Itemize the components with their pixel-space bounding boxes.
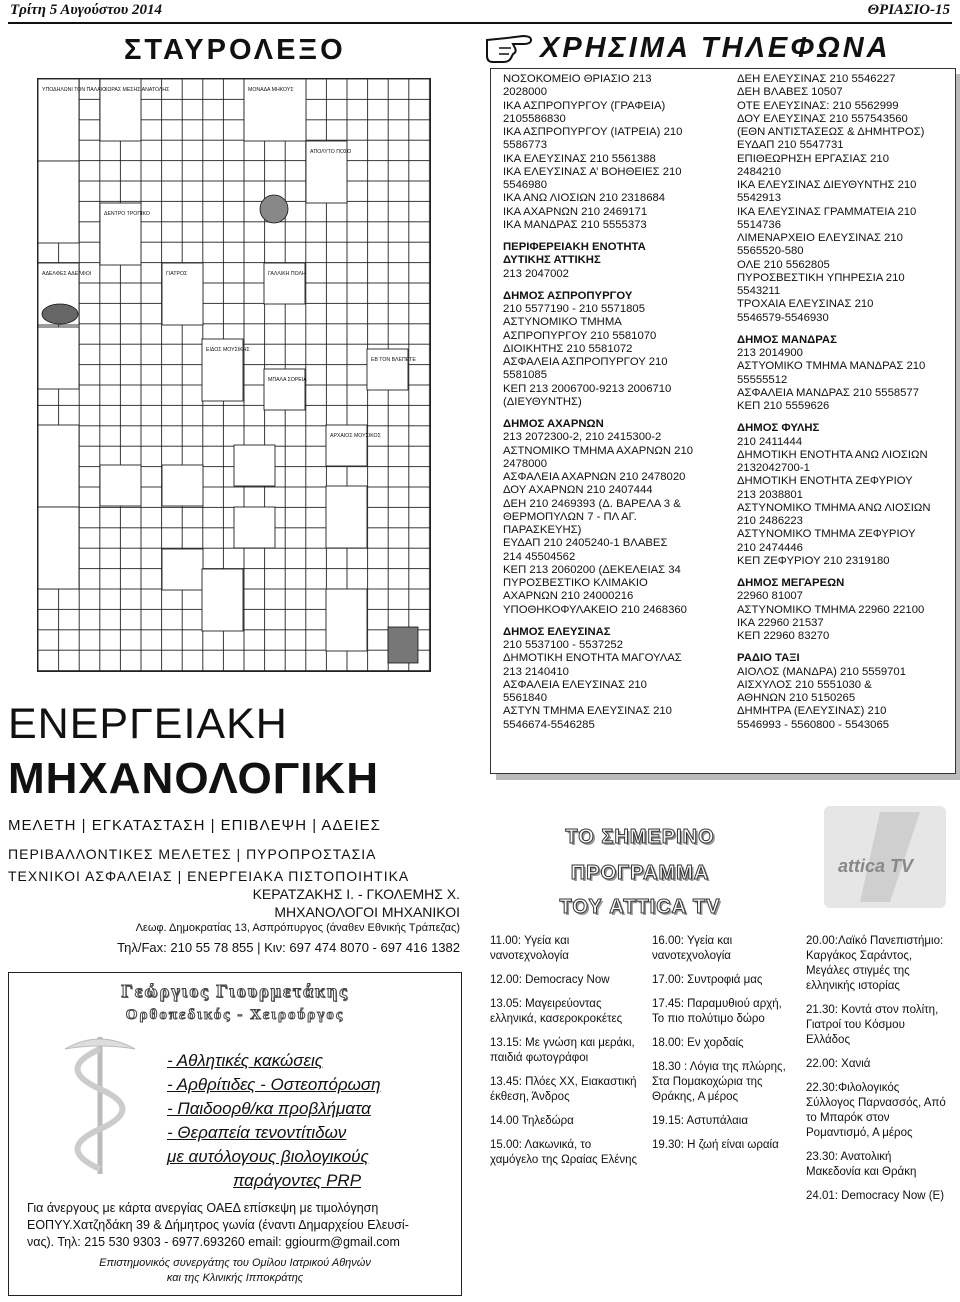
phone-entry: 213 2140410 xyxy=(503,665,569,678)
tv-title-1: ΤΟ ΣΗΜΕΡΙΝΟ xyxy=(565,826,715,848)
crossword-clue: ΑΔΕΛΦΕΣ ΑΔΕΛΦΟΙ xyxy=(42,271,92,277)
useful-phones-title: ΧΡΗΣΙΜΑ ΤΗΛΕΦΩΝΑ xyxy=(540,32,891,64)
phone-entry: ΑΘΗΝΩΝ 210 5150265 xyxy=(737,692,856,704)
phones-section-heading: ΔΗΜΟΣ ΑΧΑΡΝΩΝ xyxy=(503,418,604,430)
phone-entry: ΔΟΥ ΕΛΕΥΣΙΝΑΣ 210 557543560 xyxy=(737,112,908,125)
phone-entry: 2028000 xyxy=(503,86,547,99)
tv-title-2: ΠΡΟΓΡΑΜΜΑ xyxy=(570,862,710,884)
service-item: με αυτόλογους βιολογικούς xyxy=(167,1147,369,1166)
phones-section-heading: ΡΑΔΙΟ ΤΑΞΙ xyxy=(737,652,800,665)
phone-entry: ΘΕΡΜΟΠΥΛΩΝ 7 - ΠΛ ΑΓ. xyxy=(503,510,637,523)
tv-show-entry: 16.00: Υγεία και νανοτεχνολογία xyxy=(652,935,733,962)
ad-contact: Τηλ/Fax: 210 55 78 855 | Κιν: 697 474 8070 - 697 416 1382 xyxy=(117,940,460,955)
phones-section-heading: ΔΗΜΟΣ ΑΣΠΡΟΠΥΡΓΟΥ xyxy=(503,289,633,302)
phone-entry: 210 2411444 xyxy=(737,435,803,448)
tv-show-entry: 24.01: Democracy Now (E) xyxy=(806,1190,945,1202)
doctor-info: Για άνεργους με κάρτα ανεργίας ΟΑΕΔ επίσκεψη με τιμολόγηση xyxy=(27,1201,379,1215)
phone-entry: ΑΣΤΥΝΟΜΙΚΟ ΤΜΗΜΑ ΑΝΩ ΛΙΟΣΙΩΝ xyxy=(737,501,931,514)
crossword-clue: ΥΠΟΔΗΛΩΝΙ ΤΟΝ ΠΑΛΑΙΟ xyxy=(42,87,107,93)
tv-show-entry: 17.45: Παραμυθιού αρχή, Το πιο πολύτιμο δώρο xyxy=(652,998,782,1025)
phone-entry: ΔΕΗ 210 2469393 (Δ. ΒΑΡΕΛΑ 3 & xyxy=(503,497,681,510)
tv-column-2 xyxy=(652,934,792,1162)
crossword-clue: ΕΒ ΤΟΝ ΒΛΕΠΕΤΕ xyxy=(371,357,416,363)
phone-entry: ΙΚΑ ΑΣΠΡΟΠΥΡΓΟΥ (ΙΑΤΡΕΙΑ) 210 xyxy=(503,126,683,138)
phone-entry: ΙΚΑ 22960 21537 xyxy=(737,616,824,629)
ad-headline-2: ΜΗΧΑΝΟΛΟΓΙΚΗ xyxy=(8,754,379,803)
pointing-hand-icon xyxy=(485,26,533,66)
phone-entry: ΔΗΜΟΤΙΚΗ ΕΝΟΤΗΤΑ ΜΑΓΟΥΛΑΣ xyxy=(503,652,682,665)
phone-entry: 2132042700-1 xyxy=(737,462,810,474)
energy-engineering-ad xyxy=(8,700,460,958)
tv-show-entry: 23.30: Ανατολική Μακεδονία και Θράκη xyxy=(806,1151,917,1178)
crossword-clue: ΑΡΧΑΙΟΣ ΜΟΥΣΙΚΟΣ xyxy=(330,433,381,439)
phone-entry: 210 5577190 - 210 5571805 xyxy=(503,303,645,315)
phone-entry: 2484210 xyxy=(737,165,781,178)
phone-entry: ΙΚΑ ΜΑΝΔΡΑΣ 210 5555373 xyxy=(503,218,647,231)
doctor-contact: νας). Τηλ: 215 530 9303 - 6977.693260 email: ggiourm@gmail.com xyxy=(27,1235,400,1249)
crossword-clue: ΓΑΛΛΙΚΗ ΠΟΛΗ xyxy=(268,271,306,277)
phone-entry: ΙΚΑ ΕΛΕΥΣΙΝΑΣ 210 5561388 xyxy=(503,152,656,165)
phone-entry: 55555512 xyxy=(737,373,788,386)
service-item: - Αθλητικές κακώσεις xyxy=(167,1051,324,1070)
tv-show-entry: 11.00: Υγεία και νανοτεχνολογία xyxy=(490,935,570,962)
tv-show-entry: 17.00: Συντροφιά μας xyxy=(652,974,763,986)
phone-entry: ΚΕΠ 22960 83270 xyxy=(737,630,830,642)
phone-entry: ΕΠΙΘΕΩΡΗΣΗ ΕΡΓΑΣΙΑΣ 210 xyxy=(737,152,889,165)
ad-profession: ΜΗΧΑΝΟΛΟΓΟΙ ΜΗΧΑΝΙΚΟΙ xyxy=(274,904,460,920)
phone-entry: ΔΙΟΙΚΗΤΗΣ 210 5581072 xyxy=(503,342,633,355)
phone-entry: 5514736 xyxy=(737,218,781,231)
phone-entry: ΔΥΤΙΚΗΣ ΑΤΤΙΚΗΣ xyxy=(503,254,601,267)
phone-entry: ΑΣΤΥΝΟΜΙΚΟ ΤΜΗΜΑ xyxy=(503,316,622,329)
phone-entry: ΔΕΗ ΒΛΑΒΕΣ 10507 xyxy=(737,86,843,99)
header-rule xyxy=(8,22,952,24)
tv-show-entry: 13.05: Μαγειρεύοντας ελληνικά, κασεροκροκέτες xyxy=(490,998,623,1025)
phone-entry: 5546674-5546285 xyxy=(503,718,595,731)
phone-entry: ΑΣΤΥΝ ΤΜΗΜΑ ΕΛΕΥΣΙΝΑΣ 210 xyxy=(503,705,672,718)
crossword-grid xyxy=(37,78,431,672)
phone-entry: ΙΚΑ ΑΣΠΡΟΠΥΡΓΟΥ (ΓΡΑΦΕΙΑ) xyxy=(503,99,666,112)
tv-title-3: ΤΟΥ ATTICA TV xyxy=(559,896,721,918)
phone-entry: 213 2014900 xyxy=(737,347,803,359)
phone-entry: ΛΙΜΕΝΑΡΧΕΙΟ ΕΛΕΥΣΙΝΑΣ 210 xyxy=(737,232,903,244)
crossword-clue: ΑΠΟΛΥΤΟ ΠΟΣΟ xyxy=(310,149,352,155)
phone-entry: 210 2486223 xyxy=(737,515,803,527)
phone-entry: (ΔΙΕΥΘΥΝΤΗΣ) xyxy=(503,395,582,408)
phone-entry: ΑΣΠΡΟΠΥΡΓΟΥ 210 5581070 xyxy=(503,329,657,342)
phone-entry: ΟΛΕ 210 5562805 xyxy=(737,258,830,271)
phone-entry: 5542913 xyxy=(737,192,781,205)
tv-show-entry: 22.00: Χανιά xyxy=(806,1058,871,1070)
phone-entry: ΑΣΤΥΝΟΜΙΚΟ ΤΜΗΜΑ ΖΕΦΥΡΙΟΥ xyxy=(737,528,916,541)
phone-entry: ΑΣΤΥΟΜΙΚΟ ΤΜΗΜΑ ΜΑΝΔΡΑΣ 210 xyxy=(737,360,926,373)
phone-entry: 5565520-580 xyxy=(737,245,804,258)
phone-entry: 2478000 xyxy=(503,457,547,470)
phones-section-heading: ΔΗΜΟΣ ΜΑΝΔΡΑΣ xyxy=(737,333,837,346)
phone-entry: ΥΠΟΘΗΚΟΦΥΛΑΚΕΙΟ 210 2468360 xyxy=(503,603,687,616)
phone-entry: ΟΤΕ ΕΛΕΥΣΙΝΑΣ: 210 5562999 xyxy=(737,99,899,112)
phone-entry: ΑΙΟΛΟΣ (ΜΑΝΔΡΑ) 210 5559701 xyxy=(737,665,906,678)
page-number: ΘΡΙΑΣΙΟ-15 xyxy=(867,2,950,18)
phone-entry: ΚΕΠ 213 2006700-9213 2006710 xyxy=(503,382,672,395)
crossword-clue: ΕΙΔΟΣ ΜΟΥΣΙΚΗΣ xyxy=(206,347,250,353)
phone-entry: ΙΚΑ ΑΧΑΡΝΩΝ 210 2469171 xyxy=(503,205,648,218)
tv-show-entry: 12.00: Democracy Now xyxy=(490,974,610,986)
phone-entry: ΔΗΜΟΤΙΚΗ ΕΝΟΤΗΤΑ ΑΝΩ ΛΙΟΣΙΩΝ xyxy=(737,448,928,461)
service-item: - Παιδοορθ/κα προβλήματα xyxy=(167,1099,371,1118)
phone-entry: 214 45504562 xyxy=(503,550,576,563)
phone-entry: 213 2047002 xyxy=(503,267,569,280)
orthopedic-ad xyxy=(8,972,462,1296)
phone-entry: 5546993 - 5560800 - 5543065 xyxy=(737,718,890,731)
service-item: - Θεραπεία τενοντίτιδων xyxy=(167,1123,347,1142)
caduceus-icon xyxy=(45,1029,155,1179)
tv-show-entry: 19.15: Αστυπάλαια xyxy=(652,1115,748,1127)
phone-entry: 210 5537100 - 5537252 xyxy=(503,639,623,651)
tv-program xyxy=(490,792,954,1297)
phones-section-heading: ΔΗΜΟΣ ΕΛΕΥΣΙΝΑΣ xyxy=(503,625,611,638)
doctor-affiliation: Επιστημονικός συνεργάτης του Ομίλου Ιατρικού Αθηνών xyxy=(99,1257,371,1269)
phone-entry: ΕΥΔΑΠ 210 2405240-1 ΒΛΑΒΕΣ xyxy=(503,537,668,550)
tv-show-entry: 18.00: Εν χορδαίς xyxy=(652,1037,744,1049)
tv-show-entry: 19.30: Η ζωή είναι ωραία xyxy=(652,1139,779,1151)
phone-entry: ΙΚΑ ΕΛΕΥΣΙΝΑΣ ΔΙΕΥΘΥΝΤΗΣ 210 xyxy=(737,179,917,191)
phone-entry: ΑΣΤΥΝΟΜΙΚΟ ΤΜΗΜΑ 22960 22100 xyxy=(737,603,925,616)
crossword-clue: ΓΙΑΤΡΟΣ xyxy=(166,271,188,277)
phone-entry: ΔΕΗ ΕΛΕΥΣΙΝΑΣ 210 5546227 xyxy=(737,73,896,85)
phone-entry: ΑΙΣΧΥΛΟΣ 210 5551030 & xyxy=(737,678,872,691)
phones-section-heading: ΔΗΜΟΣ ΦΥΛΗΣ xyxy=(737,422,820,435)
service-item: - Αρθρίτιδες - Οστεοπόρωση xyxy=(167,1075,381,1094)
tv-column-1 xyxy=(490,934,638,1177)
phone-entry: 22960 81007 xyxy=(737,590,803,603)
phones-section-heading: ΔΗΜΟΣ ΜΕΓΑΡΕΩΝ xyxy=(737,577,845,589)
phone-entry: ΤΡΟΧΑΙΑ ΕΛΕΥΣΙΝΑΣ 210 xyxy=(737,298,874,311)
doctor-name: Γεώργιος Γιουρμετάκης xyxy=(121,981,349,1001)
attica-tv-logo xyxy=(820,802,950,912)
issue-date: Τρίτη 5 Αυγούστου 2014 xyxy=(10,2,162,18)
phone-entry: ΑΣΦΑΛΕΙΑ ΑΧΑΡΝΩΝ 210 2478020 xyxy=(503,471,686,483)
tv-show-entry: 22.30:Φιλολογικός Σύλλογος Παρνασσός, Από το Μπαρόκ στον Ρομαντισμό, Α μέρος xyxy=(806,1082,946,1139)
ad-headline-1: ΕΝΕΡΓΕΙΑΚΗ xyxy=(8,700,288,748)
phone-entry: ΑΣΦΑΛΕΙΑ ΕΛΕΥΣΙΝΑΣ 210 xyxy=(503,678,647,691)
doctor-specialty: Ορθοπεδικός - Χειρούργος xyxy=(125,1007,345,1023)
ad-services-3: ΤΕΧΝΙΚΟΙ ΑΣΦΑΛΕΙΑΣ | ΕΝΕΡΓΕΙΑΚΑ ΠΙΣΤΟΠΟΙΗΤΙΚΑ xyxy=(8,868,410,884)
phone-entry: ΑΧΑΡΝΩΝ 210 24000216 xyxy=(503,590,634,603)
tv-column-3 xyxy=(806,934,946,1213)
phone-entry: ΙΚΑ ΕΛΕΥΣΙΝΑΣ ΓΡΑΜΜΑΤΕΙΑ 210 xyxy=(737,205,917,218)
ad-services: ΜΕΛΕΤΗ | ΕΓΚΑΤΑΣΤΑΣΗ | ΕΠΙΒΛΕΨΗ | ΑΔΕΙΕΣ xyxy=(8,817,381,834)
phone-entry: ΠΥΡΟΣΒΕΣΤΙΚΟ ΚΛΙΜΑΚΙΟ xyxy=(503,577,648,589)
phones-left-column xyxy=(503,73,693,732)
crossword-title: ΣΤΑΥΡΟΛΕΞΟ xyxy=(124,34,346,66)
doctor-address: ΕΟΠΥΥ.Χατζηδάκη 39 & Δήμητρος γωνία (έναντι Δημαρχείου Ελευσί- xyxy=(27,1218,409,1232)
tv-show-entry: 20.00:Λαϊκό Πανεπιστήμιο: Καργάκος Σαράντος, Μεγάλες στιγμές της ελληνικής ιστορίας xyxy=(806,935,944,992)
tv-show-entry: 14.00 Τηλεδώρα xyxy=(490,1115,574,1127)
tv-show-entry: 13.45: Πλόες ΧΧ, Ειακαστική έκθεση, Άνδρος xyxy=(490,1076,637,1103)
phone-entry: ΕΥΔΑΠ 210 5547731 xyxy=(737,139,844,152)
ad-address: Λεωφ. Δημοκρατίας 13, Ασπρόπυργος (άναθεν Εθνικής Τράπεζας) xyxy=(135,922,460,934)
phone-entry: ΚΕΠ 213 2060200 (ΔΕΚΕΛΕΙΑΣ 34 xyxy=(503,563,681,576)
phone-entry: (ΕΘΝ ΑΝΤΙΣΤΑΣΕΩΣ & ΔΗΜΗΤΡΟΣ) xyxy=(737,126,925,138)
phone-entry: 5546980 xyxy=(503,179,547,191)
phone-entry: ΔΗΜΟΤΙΚΗ ΕΝΟΤΗΤΑ ΖΕΦΥΡΙΟΥ xyxy=(737,475,913,488)
phone-entry: 213 2072300-2, 210 2415300-2 xyxy=(503,431,662,444)
phone-entry: 5543211 xyxy=(737,285,781,297)
phone-entry: ΙΚΑ ΕΛΕΥΣΙΝΑΣ Α’ ΒΟΗΘΕΙΕΣ 210 xyxy=(503,165,682,178)
ad-owners: ΚΕΡΑΤΖΑΚΗΣ Ι. - ΓΚΟΛΕΜΗΣ Χ. xyxy=(252,886,460,902)
phone-entry: ΚΕΠ ΖΕΦΥΡΙΟΥ 210 2319180 xyxy=(737,554,890,567)
phone-entry: ΑΣΦΑΛΕΙΑ ΑΣΠΡΟΠΥΡΓΟΥ 210 xyxy=(503,356,668,368)
phone-entry: ΑΣΦΑΛΕΙΑ ΜΑΝΔΡΑΣ 210 5558577 xyxy=(737,386,919,399)
phone-entry: 213 2038801 xyxy=(737,488,803,501)
crossword-clue: ΧΩΡΑΣ ΜΕΣΗΣ ΑΝΑΤΟΛΗΣ xyxy=(104,87,170,93)
crossword-clue: ΔΕΝΤΡΟ ΤΡΟΠΙΚΟ xyxy=(104,211,150,217)
tv-show-entry: 21.30: Κοντά στον πολίτη, Γιατροί του Κόσμου Ελλάδος xyxy=(806,1004,939,1046)
logo-text: attica TV xyxy=(838,856,914,876)
phone-entry: 5586773 xyxy=(503,139,547,152)
ad-services-2: ΠΕΡΙΒΑΛΛΟΝΤΙΚΕΣ ΜΕΛΕΤΕΣ | ΠΥΡΟΠΡΟΣΤΑΣΙΑ xyxy=(8,846,377,862)
phone-entry: ΔΟΥ ΑΧΑΡΝΩΝ 210 2407444 xyxy=(503,484,653,497)
phone-entry: ΔΗΜΗΤΡΑ (ΕΛΕΥΣΙΝΑΣ) 210 xyxy=(737,705,887,718)
service-item: παράγοντες PRP xyxy=(233,1171,362,1190)
phone-entry: ΝΟΣΟΚΟΜΕΙΟ ΘΡΙΑΣΙΟ 213 xyxy=(503,73,652,85)
phone-entry: ΚΕΠ 210 5559626 xyxy=(737,400,830,412)
tv-show-entry: 18.30 : Λόγια της πλώρης, Στα Πομακοχώρια της Θράκης, Α μέρος xyxy=(652,1061,786,1103)
phone-entry: ΠΑΡΑΣΚΕΥΗΣ) xyxy=(503,524,582,536)
tv-show-entry: 13.15: Με γνώση και μεράκι, παιδιά φωτογράφοι xyxy=(490,1037,635,1064)
phones-section-heading: ΠΕΡΙΦΕΡΕΙΑΚΗ ΕΝΟΤΗΤΑ xyxy=(503,241,646,253)
crossword-clue: ΜΠΑΛΑ ΣΟΡΕΙΑ xyxy=(268,377,307,383)
crossword-clue: ΜΟΝΑΔΑ ΜΗΚΟΥΣ xyxy=(248,87,294,93)
phone-entry: 2105586830 xyxy=(503,112,566,125)
phone-entry: 5546579-5546930 xyxy=(737,311,829,324)
phones-right-column xyxy=(737,73,931,732)
phone-entry: ΠΥΡΟΣΒΕΣΤΙΚΗ ΥΠΗΡΕΣΙΑ 210 xyxy=(737,271,905,284)
tv-show-entry: 15.00: Λακωνικά, το χαμόγελο της Ωραίας Ελένης xyxy=(490,1139,638,1166)
phone-entry: 210 2474446 xyxy=(737,541,803,554)
phone-entry: 5581085 xyxy=(503,369,547,382)
useful-phones-panel xyxy=(490,68,956,774)
phone-entry: ΑΣΤΝΟΜΙΚΟ ΤΜΗΜΑ ΑΧΑΡΝΩΝ 210 xyxy=(503,444,694,457)
doctor-affiliation-2: και της Κλινικής Ιπποκράτης xyxy=(166,1272,304,1284)
phone-entry: ΙΚΑ ΑΝΩ ΛΙΟΣΙΩΝ 210 2318684 xyxy=(503,192,666,205)
phone-entry: 5561840 xyxy=(503,692,547,704)
